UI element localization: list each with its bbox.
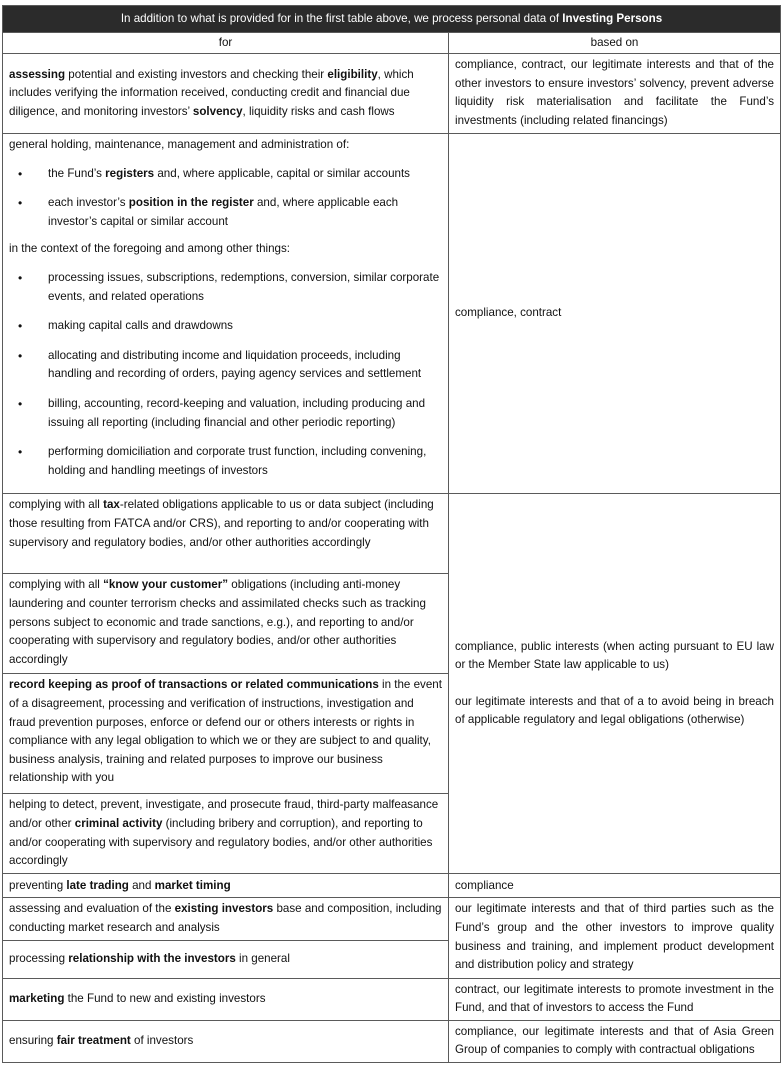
- bold-term: relationship with the investors: [68, 951, 236, 965]
- group-compliance-basis: [449, 494, 781, 874]
- row-late-trading-for: [3, 874, 449, 898]
- text-run: obligations (including anti-money laundering and counter terrorism checks and assimilated checks such as tracking persons subject to economic and trade sanctions, e.g.), and reporting to and/or cooperating with supervisory and regulatory bodies, and/or other authorities accordingly: [9, 578, 426, 666]
- personal-data-table: [2, 5, 781, 1063]
- banner-bold: Investing Persons: [562, 11, 663, 25]
- text-run: in general: [235, 951, 290, 965]
- header-based-on: based on: [449, 33, 781, 54]
- bullet-item: [9, 194, 442, 231]
- text-run: making capital calls and drawdowns: [48, 319, 233, 333]
- text-run: preventing: [9, 878, 67, 892]
- text-run: helping to detect, prevent, investigate, and prosecute fraud, third-party malfeasance and/or other: [9, 798, 439, 830]
- bold-term: existing investors: [174, 902, 274, 916]
- bold-term: criminal activity: [74, 816, 163, 830]
- bold-term: record keeping as proof of transactions or related communications: [9, 678, 379, 692]
- bullet-item: [9, 347, 442, 384]
- bold-term: registers: [105, 166, 155, 180]
- text-run: each investor’s: [48, 196, 129, 210]
- holding-list-b: [9, 269, 442, 480]
- bold-term: position in the register: [128, 196, 254, 210]
- text-run: (including bribery and corruption), and reporting to and/or cooperating with supervisory and regulatory bodies, and/or other authorities accordingly: [9, 816, 433, 868]
- text-run: , which includes verifying the information received, conducting credit and financial due diligence, and monitoring investors’: [9, 67, 414, 118]
- bullet-item: [9, 395, 442, 432]
- row-fair-treatment-basis: compliance, our legitimate interests and that of Asia Green Group of companies to comply with contractual obligations: [449, 1020, 781, 1062]
- row-assessing-basis: compliance, contract, our legitimate interests and that of the other investors to ensure investors’ solvency, prevent adverse liquidity risk materialisation and facilitate the Fund’s investments (including related financings): [449, 54, 781, 134]
- holding-list-a: [9, 165, 442, 232]
- compliance-basis-1: compliance, public interests (when acting pursuant to EU law or the Member State law applicable to us): [455, 639, 774, 672]
- text-run: , liquidity risks and cash flows: [242, 104, 395, 118]
- row-kyc-for: [3, 574, 449, 674]
- bold-term: fair treatment: [56, 1033, 131, 1047]
- row-holding-for: [3, 134, 449, 494]
- text-run: of investors: [130, 1033, 194, 1047]
- row-marketing-basis: contract, our legitimate interests to promote investment in the Fund, and that of investors to access the Fund: [449, 978, 781, 1020]
- bullet-item: [9, 269, 442, 306]
- row-existing-investors-for: [3, 898, 449, 940]
- bold-term: marketing: [9, 991, 65, 1005]
- text-run: processing: [9, 951, 69, 965]
- row-relationship-for: [3, 940, 449, 978]
- holding-mid: in the context of the foregoing and among other things:: [9, 242, 291, 256]
- row-holding-basis: compliance, contract: [449, 134, 781, 494]
- text-run: performing domiciliation and corporate trust function, including convening, holding and handling meetings of investors: [48, 445, 427, 477]
- text-run: the Fund to new and existing investors: [64, 991, 266, 1005]
- row-tax-for: [3, 494, 449, 574]
- text-run: processing issues, subscriptions, redemptions, conversion, similar corporate events, and related operations: [48, 270, 440, 303]
- text-run: and, where applicable each investor’s capital or similar account: [48, 196, 399, 228]
- header-for: for: [3, 33, 449, 54]
- table-banner: [3, 6, 781, 33]
- compliance-basis-2: our legitimate interests and that of a to avoid being in breach of applicable regulatory and legal obligations (otherwise): [455, 694, 774, 727]
- bold-term: eligibility: [327, 67, 378, 81]
- row-assessing-for: [3, 54, 449, 134]
- row-record-keeping-for: [3, 674, 449, 794]
- banner-text: In addition to what is provided for in the first table above, we process personal data of: [120, 11, 563, 25]
- text-run: -related obligations applicable to us or data subject (including those resulting from FATCA and/or CRS), and reporting to and/or cooperating with supervisory and regulatory bodies, and/or other authorities accordingly: [9, 498, 434, 549]
- text-run: potential and existing investors and checking their: [65, 67, 328, 81]
- group-existing-basis: our legitimate interests and that of third parties such as the Fund’s group and the other investors to improve quality business and training, and implement product development and distribution policy and strategy: [449, 898, 781, 978]
- row-late-trading-basis: compliance: [449, 874, 781, 898]
- text-run: in the event of a disagreement, processing and verification of instructions, investigation and fraud prevention purposes, enforce or defend our or others interests or rights in compliance with any legal obligation to which we or they are subject to and quality, business analysis, training and related purposes to improve our business relationship with you: [9, 678, 442, 785]
- row-criminal-for: [3, 794, 449, 874]
- bullet-item: [9, 317, 442, 336]
- bold-term: assessing: [9, 67, 66, 81]
- text-run: assessing and evaluation of the: [9, 902, 175, 916]
- bold-term: late trading: [66, 878, 129, 892]
- text-run: complying with all: [9, 578, 104, 592]
- row-marketing-for: [3, 978, 449, 1020]
- text-run: billing, accounting, record-keeping and valuation, including producing and issuing all reporting (including financial and other periodic reporting): [48, 396, 426, 429]
- row-fair-treatment-for: [3, 1020, 449, 1062]
- holding-intro: general holding, maintenance, management and administration of:: [9, 138, 350, 151]
- bold-term: market timing: [154, 878, 231, 892]
- bold-term: solvency: [192, 104, 243, 118]
- text-run: and: [128, 878, 155, 892]
- bullet-item: [9, 165, 442, 184]
- text-run: complying with all: [9, 498, 104, 512]
- text-run: and, where applicable, capital or similar accounts: [154, 166, 410, 180]
- bold-term: tax: [103, 498, 120, 512]
- text-run: ensuring: [9, 1033, 57, 1047]
- text-run: the Fund’s: [48, 166, 106, 180]
- bold-term: “know your customer”: [103, 578, 229, 592]
- text-run: base and composition, including conducting market research and analysis: [9, 902, 442, 934]
- text-run: allocating and distributing income and liquidation proceeds, including handling and recording of orders, paying agency services and settlement: [48, 348, 422, 381]
- bullet-item: [9, 443, 442, 480]
